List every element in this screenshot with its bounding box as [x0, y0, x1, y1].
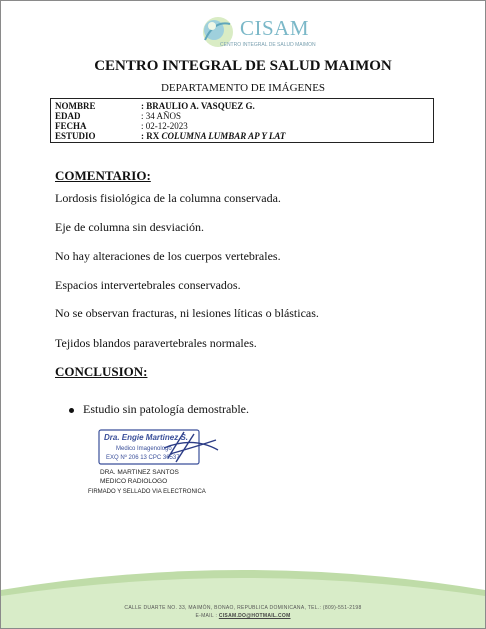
patient-name-row — [51, 101, 433, 111]
study-value — [141, 131, 285, 141]
comment-line: No hay alteraciones de los cuerpos vertebrales. — [55, 249, 281, 263]
department-title: DEPARTAMENTO DE IMÁGENES — [160, 82, 326, 94]
name-label: NOMBRE — [55, 101, 96, 111]
footer-email-link[interactable]: CISAM.DO@HOTMAIL.COM — [218, 613, 291, 619]
footer-email-label: E-MAIL : — [195, 613, 219, 619]
stamp-role: Medico Imagenologo — [116, 446, 172, 452]
patient-age-row — [51, 111, 433, 121]
comment-line: Lordosis fisiológica de la columna conservada. — [55, 191, 281, 205]
logo-wordmark: CISAM — [240, 16, 310, 40]
clinic-title: CENTRO INTEGRAL DE SALUD MAIMON — [94, 58, 392, 74]
signature-note: FIRMADO Y SELLADO VIA ELECTRONICA — [88, 489, 206, 495]
comment-line: No se observan fracturas, ni lesiones líticas o blásticas. — [55, 306, 319, 320]
comment-heading: COMENTARIO: — [55, 168, 151, 183]
bullet-icon — [69, 408, 74, 413]
comment-line: Espacios intervertebrales conservados. — [55, 278, 241, 292]
footer-address: CALLE DUARTE NO. 33, MAIMÓN, BONAO, REPUBLICA DOMINICANA, TEL.: (809)-551-2198 — [124, 605, 362, 611]
age-value: : 34 AÑOS — [141, 111, 182, 121]
conclusion-heading: CONCLUSION: — [55, 364, 148, 379]
date-value: : 02-12-2023 — [141, 121, 188, 131]
signature-title: MEDICO RADIOLOGO — [100, 478, 168, 485]
footer-email-line — [0, 613, 486, 619]
doctor-stamp — [98, 428, 226, 468]
signature-doctor: DRA. MARTINEZ SANTOS — [100, 469, 179, 476]
cisam-logo — [190, 10, 316, 54]
stamp-exequatur: EXQ Nº 206 13 CPC 36537 — [106, 455, 180, 461]
study-label: ESTUDIO — [55, 131, 96, 141]
age-label: EDAD — [55, 111, 81, 121]
study-prefix: : RX — [141, 131, 162, 141]
date-label: FECHA — [55, 121, 87, 131]
comment-line: Tejidos blandos paravertebrales normales. — [55, 336, 257, 350]
study-name: COLUMNA LUMBAR AP Y LAT — [161, 131, 286, 141]
conclusion-item: Estudio sin patología demostrable. — [83, 402, 249, 416]
patient-study-row — [51, 131, 433, 141]
patient-date-row — [51, 121, 433, 131]
comment-line: Eje de columna sin desviación. — [55, 220, 204, 234]
patient-info-box — [50, 98, 434, 143]
logo-tagline: CENTRO INTEGRAL DE SALUD MAIMON — [220, 42, 316, 48]
stamp-doctor-name: Dra. Engie Martinez S. — [104, 433, 189, 442]
name-value: : BRAULIO A. VASQUEZ G. — [141, 101, 255, 111]
